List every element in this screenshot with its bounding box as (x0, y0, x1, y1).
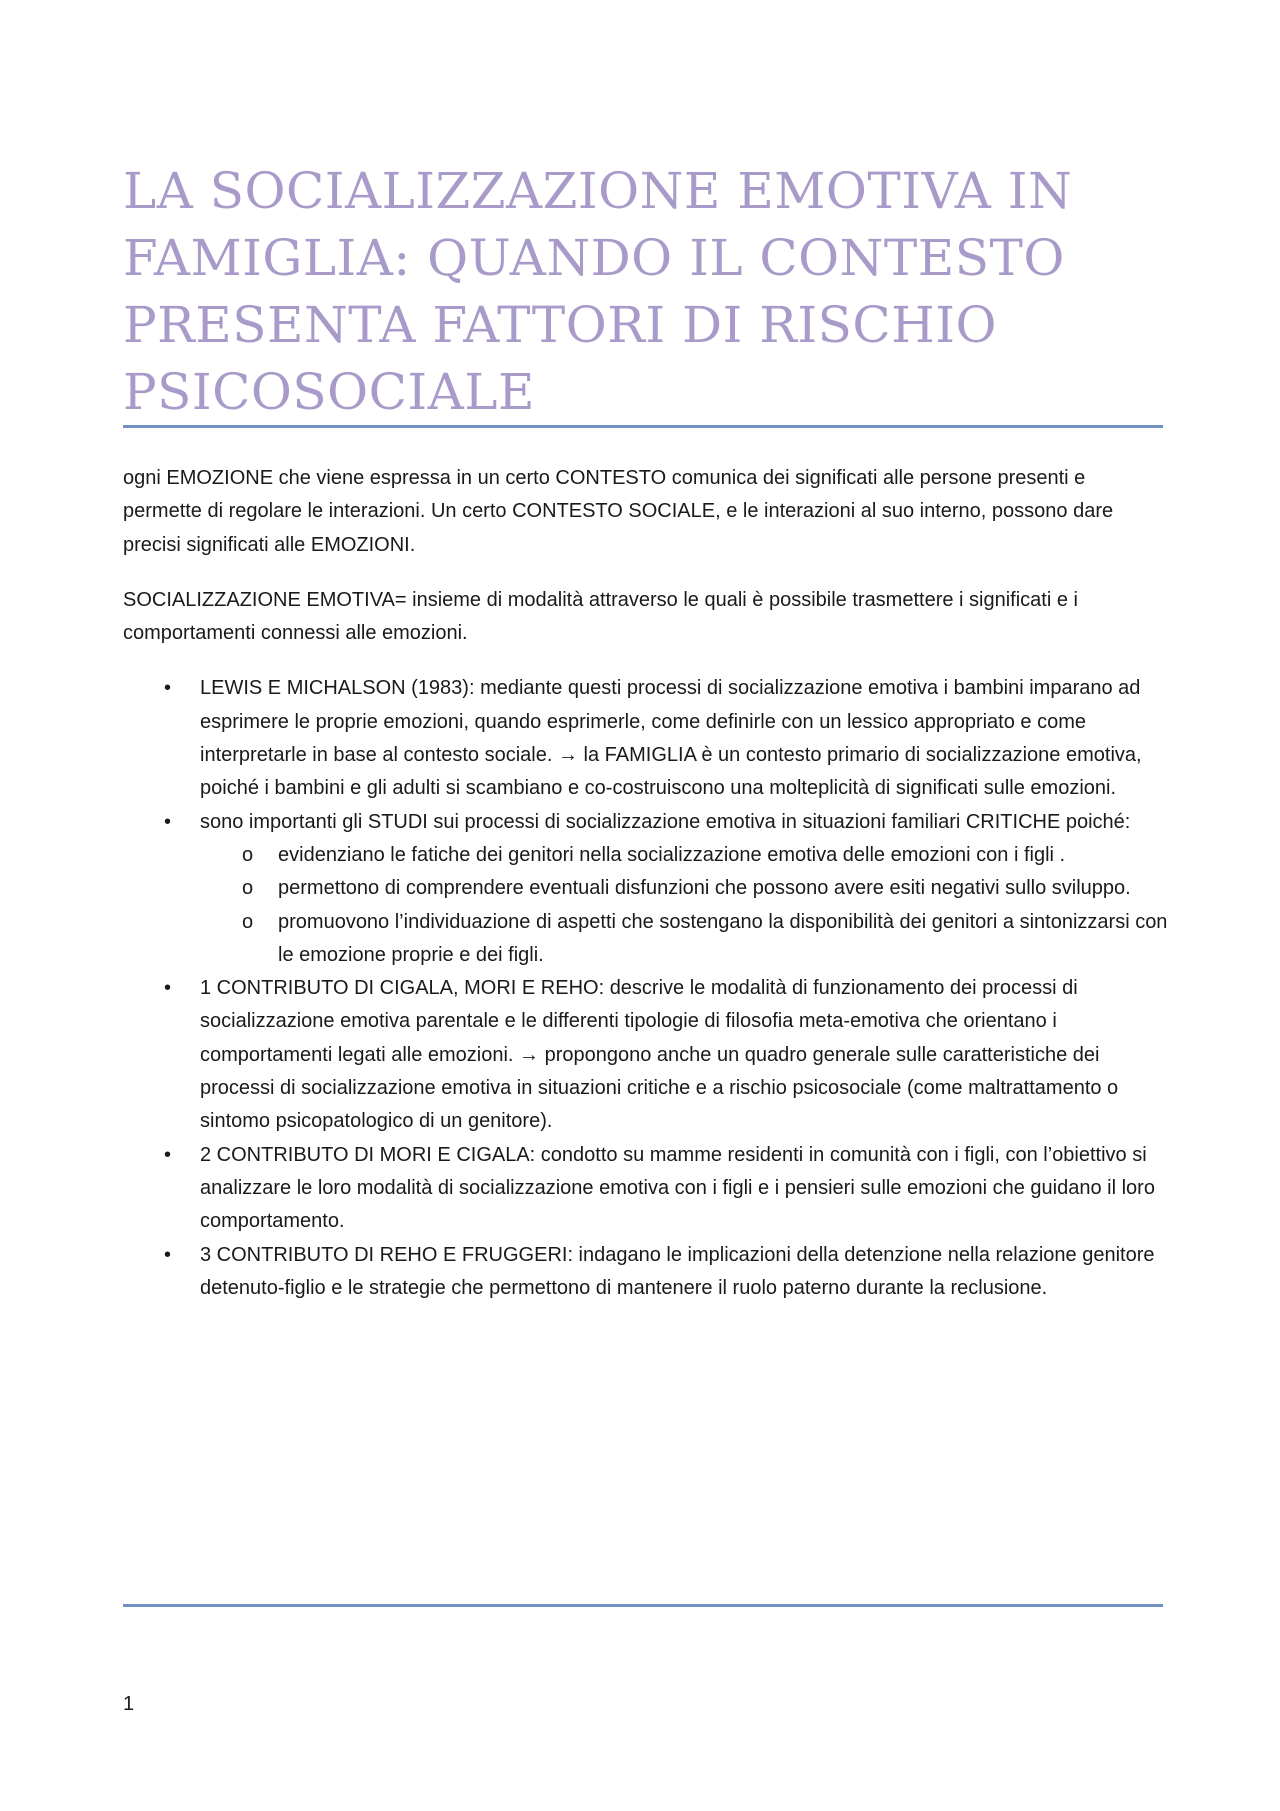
footer-rule (123, 1604, 1163, 1607)
sub-list-item (200, 906, 1168, 973)
document-title: LA SOCIALIZZAZIONE EMOTIVA IN FAMIGLIA: QUANDO IL CONTESTO PRESENTA FATTORI DI RISCHIO PSICOSOCIALE (123, 162, 1073, 421)
list-item (123, 1239, 1168, 1306)
list-item (123, 1139, 1168, 1239)
list-item-text: 2 CONTRIBUTO DI MORI E CIGALA: condotto su mamme residenti in comunità con i figli, con l’obiettivo si analizzare le loro modalità di socializzazione emotiva con i figli e i pensieri sulle emozioni che guidano il loro comportamento. (200, 1143, 1155, 1233)
sub-list-item (200, 872, 1168, 905)
sub-list-item-text: evidenziano le fatiche dei genitori nella socializzazione emotiva delle emozioni con i figli . (278, 843, 1066, 866)
list-item-text: 3 CONTRIBUTO DI REHO E FRUGGERI: indagano le implicazioni della detenzione nella relazione genitore detenuto-figlio e le strategie che permettono di mantenere il ruolo paterno durante la reclusione. (200, 1243, 1155, 1299)
sub-bullet-marker: o (242, 877, 254, 900)
sub-list-item-text: promuovono l’individuazione di aspetti che sostengano la disponibilità dei genitori a sintonizzarsi con le emozione proprie e dei figli. (278, 910, 1168, 966)
sub-list (200, 839, 1168, 972)
sub-list-item-text: permettono di comprendere eventuali disfunzioni che possono avere esiti negativi sullo sviluppo. (278, 877, 1131, 900)
list-item-text: sono importanti gli STUDI sui processi di socializzazione emotiva in situazioni familiari CRITICHE poiché: (200, 810, 1131, 833)
list-item (123, 972, 1168, 1138)
bullet-marker: • (164, 677, 172, 700)
bullet-list (123, 672, 1168, 1305)
list-item (123, 672, 1168, 805)
list-item-text: LEWIS E MICHALSON (1983): mediante questi processi di socializzazione emotiva i bambini imparano ad esprimere le proprie emozioni, quando esprimerle, come definirle con un lessico appropriato e come interpretarle in base al contesto sociale. → la FAMIGLIA è un contesto primario di socializzazione emotiva, poiché i bambini e gli adulti si scambiano e co-costruiscono una molteplicità di significati sulle emozioni. (200, 677, 1142, 800)
list-item (123, 806, 1168, 972)
paragraph-definition: SOCIALIZZAZIONE EMOTIVA= insieme di modalità attraverso le quali è possibile trasmettere i significati e i comportamenti connessi alle emozioni. (123, 588, 1078, 645)
bullet-marker: • (164, 810, 172, 833)
title-underline (123, 425, 1163, 428)
page-number: 1 (123, 1693, 135, 1715)
bullet-marker: • (164, 977, 172, 1000)
bullet-marker: • (164, 1143, 172, 1166)
bullet-marker: • (164, 1243, 172, 1266)
sub-list-item (200, 839, 1168, 872)
document-body (123, 462, 1168, 1305)
sub-bullet-marker: o (242, 843, 254, 866)
paragraph-intro: ogni EMOZIONE che viene espressa in un certo CONTESTO comunica dei significati alle persone presenti e permette di regolare le interazioni. Un certo CONTESTO SOCIALE, e le interazioni al suo interno, possono dare precisi significati alle EMOZIONI. (123, 467, 1114, 556)
list-item-text: 1 CONTRIBUTO DI CIGALA, MORI E REHO: descrive le modalità di funzionamento dei processi di socializzazione emotiva parentale e le differenti tipologie di filosofia meta-emotiva che orientano i comportamenti legati alle emozioni. → propongono anche un quadro generale sulle caratteristiche dei processi di socializzazione emotiva in situazioni critiche e a rischio psicosociale (come maltrattamento o sintomo psicopatologico di un genitore). (200, 977, 1119, 1133)
sub-bullet-marker: o (242, 910, 254, 933)
